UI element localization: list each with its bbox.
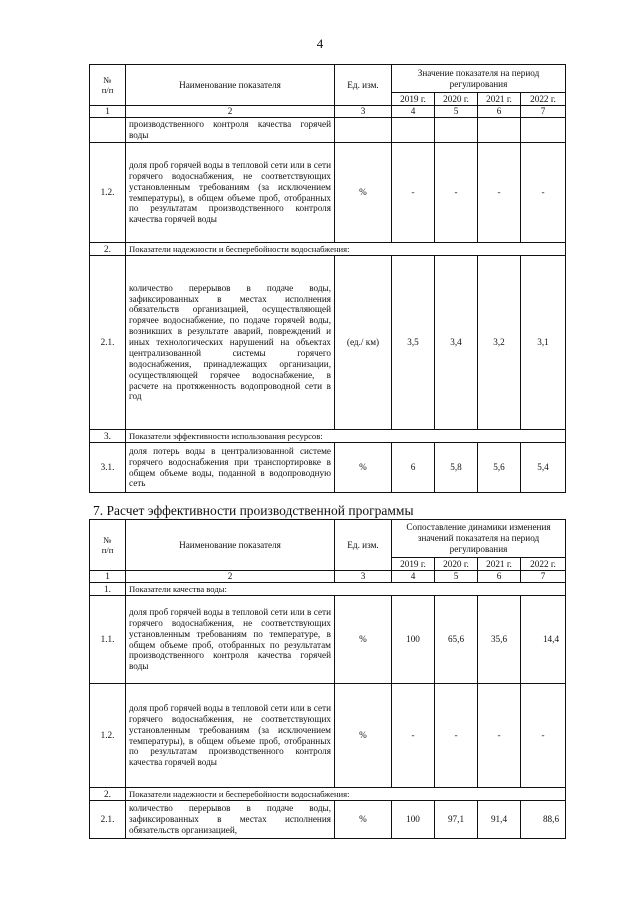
section-7-title: 7. Расчет эффективности производственной программы xyxy=(93,503,414,518)
table-row xyxy=(90,596,566,684)
row-value: 3,4 xyxy=(435,256,478,430)
header-year: 2019 г. xyxy=(392,93,435,106)
header-period: Сопоставление динамики изменения значений показателя на период регулирования xyxy=(392,520,566,558)
row-value: 3,2 xyxy=(478,256,521,430)
row-value: - xyxy=(521,684,566,788)
row-value: 100 xyxy=(392,596,435,684)
column-number: 4 xyxy=(392,571,435,583)
section-num: 2. xyxy=(90,243,126,256)
row-value: - xyxy=(521,143,566,243)
row-num: 2.1. xyxy=(90,256,126,430)
row-name: количество перерывов в подаче воды, зафиксированных в местах исполнения обязательств организацией, осуществляющей горячее водоснабжение, по подаче горячей воды, возникших в результате аварий, повреждений и иных технологических нарушений на объектах централизованной системы горячего водоснабжения, принадлежащих организации, осуществляющей горячее водоснабжение, в расчете на протяженность водопроводной сети в год xyxy=(126,256,335,430)
row-value: 65,6 xyxy=(435,596,478,684)
header-year: 2021 г. xyxy=(478,93,521,106)
column-number: 2 xyxy=(126,106,335,118)
section-row xyxy=(90,583,566,596)
header-year: 2022 г. xyxy=(521,93,566,106)
row-unit: % xyxy=(335,801,392,839)
row-name: доля проб горячей воды в тепловой сети или в сети горячего водоснабжения, не соответствующих установленным требованиям по температуре, в общем объеме проб, отобранных по результатам производственного контроля качества горячей воды xyxy=(126,596,335,684)
row-name: доля проб горячей воды в тепловой сети или в сети горячего водоснабжения, не соответствующих установленным требованиям (за исключением температуры), в общем объеме проб, отобранных по результатам производственного контроля качества горячей воды xyxy=(126,684,335,788)
header-unit: Ед. изм. xyxy=(335,65,392,106)
column-number: 7 xyxy=(521,571,566,583)
row-value: - xyxy=(435,684,478,788)
section-num: 2. xyxy=(90,788,126,801)
header-name: Наименование показателя xyxy=(126,65,335,106)
row-num: 1.1. xyxy=(90,596,126,684)
header-num: № п/п xyxy=(90,520,126,571)
table-row xyxy=(90,801,566,839)
row-value: 3,5 xyxy=(392,256,435,430)
column-number: 1 xyxy=(90,106,126,118)
row-value: 88,6 xyxy=(521,801,566,839)
row-value: 91,4 xyxy=(478,801,521,839)
row-value: - xyxy=(478,684,521,788)
row-num: 2.1. xyxy=(90,801,126,839)
column-number: 1 xyxy=(90,571,126,583)
header-year: 2020 г. xyxy=(435,93,478,106)
header-year: 2020 г. xyxy=(435,558,478,571)
section-title: Показатели надежности и бесперебойности водоснабжения: xyxy=(126,788,566,801)
section-num: 1. xyxy=(90,583,126,596)
row-num: 1.2. xyxy=(90,684,126,788)
row-name: доля потерь воды в централизованной системе горячего водоснабжения при транспортировке в общем объеме воды, поданной в водопроводную сеть xyxy=(126,443,335,493)
table-row xyxy=(90,143,566,243)
row-value: 3,1 xyxy=(521,256,566,430)
row-value: 5,6 xyxy=(478,443,521,493)
row-value: - xyxy=(392,143,435,243)
section-title: Показатели качества воды: xyxy=(126,583,566,596)
column-number: 6 xyxy=(478,571,521,583)
section-row xyxy=(90,243,566,256)
section-num: 3. xyxy=(90,430,126,443)
section-row xyxy=(90,430,566,443)
row-unit: % xyxy=(335,143,392,243)
header-period: Значение показателя на период регулирования xyxy=(392,65,566,93)
column-number: 4 xyxy=(392,106,435,118)
column-number: 3 xyxy=(335,106,392,118)
column-number: 5 xyxy=(435,571,478,583)
row-num: 1.2. xyxy=(90,143,126,243)
table-row xyxy=(90,443,566,493)
row-unit: % xyxy=(335,596,392,684)
row-value: - xyxy=(435,143,478,243)
row-name: количество перерывов в подаче воды, зафиксированных в местах исполнения обязательств организацией, xyxy=(126,801,335,839)
section-row xyxy=(90,788,566,801)
row-value: 100 xyxy=(392,801,435,839)
page-number: 4 xyxy=(316,36,324,51)
row-value: 6 xyxy=(392,443,435,493)
header-year: 2022 г. xyxy=(521,558,566,571)
row-value: 5,8 xyxy=(435,443,478,493)
row-value: 97,1 xyxy=(435,801,478,839)
row-value: - xyxy=(392,684,435,788)
row-value: 5,4 xyxy=(521,443,566,493)
row-unit: % xyxy=(335,443,392,493)
header-year: 2019 г. xyxy=(392,558,435,571)
row-unit: % xyxy=(335,684,392,788)
efficiency-table xyxy=(89,519,566,839)
section-title: Показатели эффективности использования ресурсов: xyxy=(126,430,566,443)
header-year: 2021 г. xyxy=(478,558,521,571)
table-row xyxy=(90,684,566,788)
row-value: 35,6 xyxy=(478,596,521,684)
table-row xyxy=(90,256,566,430)
column-number: 5 xyxy=(435,106,478,118)
header-num: № п/п xyxy=(90,65,126,106)
row-name: производственного контроля качества горячей воды xyxy=(126,118,335,143)
column-number: 2 xyxy=(126,571,335,583)
column-number: 7 xyxy=(521,106,566,118)
column-number: 3 xyxy=(335,571,392,583)
header-unit: Ед. изм. xyxy=(335,520,392,571)
row-value: - xyxy=(478,143,521,243)
row-name: доля проб горячей воды в тепловой сети или в сети горячего водоснабжения, не соответствующих установленным требованиям (за исключением температуры), в общем объеме проб, отобранных по результатам производственного контроля качества горячей воды xyxy=(126,143,335,243)
column-number: 6 xyxy=(478,106,521,118)
section-title: Показатели надежности и бесперебойности водоснабжения: xyxy=(126,243,566,256)
indicator-values-table xyxy=(89,64,566,493)
row-value: 14,4 xyxy=(521,596,566,684)
row-num: 3.1. xyxy=(90,443,126,493)
row-unit: (ед./ км) xyxy=(335,256,392,430)
header-name: Наименование показателя xyxy=(126,520,335,571)
table-row xyxy=(90,118,566,143)
